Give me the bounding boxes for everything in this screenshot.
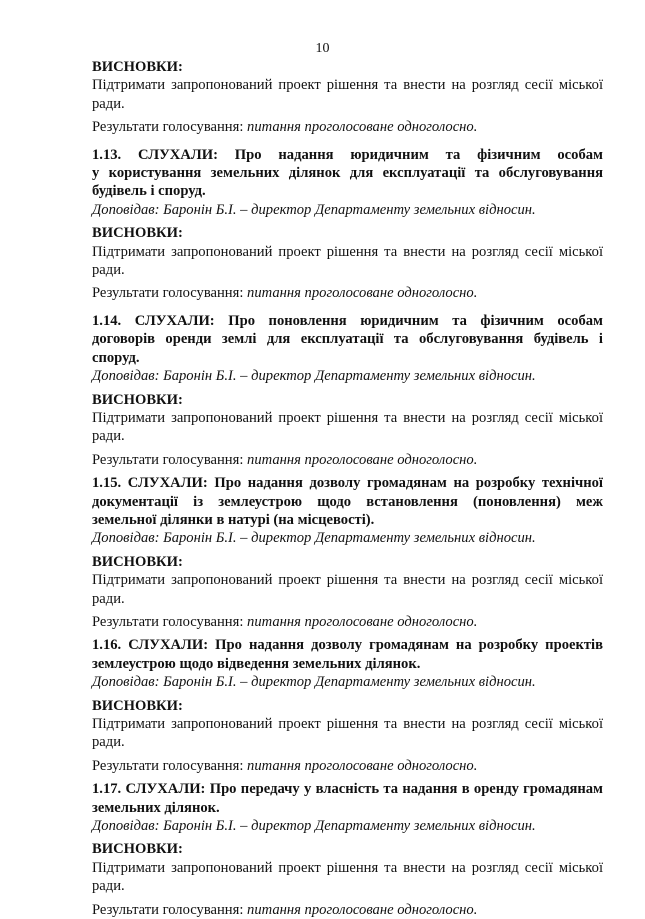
voting-result-label: Результати голосування: <box>92 119 248 136</box>
voting-result-label: Результати голосування: <box>92 451 248 468</box>
speaker-line: Доповідав: Баронін Б.І. – директор Департаменту земельних відносин. <box>92 674 536 691</box>
item-heading: земельних ділянок. <box>92 799 220 816</box>
speaker-line: Доповідав: Баронін Б.І. – директор Департаменту земельних відносин. <box>92 530 536 547</box>
voting-result <box>92 451 603 469</box>
conclusion-text: ради. <box>92 262 125 279</box>
voting-result-value: питання проголосоване одноголосно. <box>247 451 478 468</box>
conclusion-text: Підтримати запропонований проект рішення та внести на розгляд сесії міської <box>92 409 603 426</box>
voting-result-value: питання проголосоване одноголосно. <box>247 613 478 630</box>
conclusion-text: ради. <box>92 95 125 112</box>
voting-result-value: питання проголосоване одноголосно. <box>247 285 478 302</box>
item-heading: земельної ділянки в натурі (на місцевості). <box>92 511 375 528</box>
document-body <box>92 58 603 919</box>
voting-result <box>92 118 603 136</box>
speaker-line: Доповідав: Баронін Б.І. – директор Департаменту земельних відносин. <box>92 368 536 385</box>
conclusions-heading: ВИСНОВКИ: <box>92 391 183 408</box>
item-heading: документації із землеустрою щодо встановлення (поновлення) меж <box>92 493 603 510</box>
conclusions-heading: ВИСНОВКИ: <box>92 225 183 242</box>
item-heading: 1.14. СЛУХАЛИ: Про поновлення юридичним та фізичним особам <box>92 312 603 329</box>
conclusion-text: Підтримати запропонований проект рішення та внести на розгляд сесії міської <box>92 243 603 260</box>
conclusions-block <box>92 58 603 137</box>
conclusion-text: Підтримати запропонований проект рішення та внести на розгляд сесії міської <box>92 859 603 876</box>
voting-result-value: питання проголосоване одноголосно. <box>247 901 478 918</box>
voting-result <box>92 613 603 631</box>
voting-result-value: питання проголосоване одноголосно. <box>247 757 478 774</box>
agenda-item <box>92 636 603 775</box>
agenda-item <box>92 780 603 919</box>
item-heading: 1.15. СЛУХАЛИ: Про надання дозволу громадянам на розробку технічної <box>92 475 603 492</box>
conclusions-heading: ВИСНОВКИ: <box>92 59 183 75</box>
item-heading: 1.13. СЛУХАЛИ: Про надання юридичним та фізичним особам <box>92 146 603 163</box>
voting-result <box>92 901 603 919</box>
conclusion-text: Підтримати запропонований проект рішення та внести на розгляд сесії міської <box>92 572 603 589</box>
page-number: 10 <box>315 41 330 56</box>
item-heading: договорів оренди землі для експлуатації та обслуговування будівель і <box>92 331 603 348</box>
conclusions-heading: ВИСНОВКИ: <box>92 697 183 714</box>
voting-result-label: Результати голосування: <box>92 757 248 774</box>
conclusions-heading: ВИСНОВКИ: <box>92 553 183 570</box>
item-heading: у користування земельних ділянок для експлуатації та обслуговування <box>92 165 603 182</box>
conclusion-text: Підтримати запропонований проект рішення та внести на розгляд сесії міської <box>92 77 603 94</box>
item-heading: землеустрою щодо відведення земельних ділянок. <box>92 655 421 672</box>
conclusion-text: ради. <box>92 590 125 607</box>
voting-result-label: Результати голосування: <box>92 285 248 302</box>
voting-result <box>92 757 603 775</box>
voting-result <box>92 284 603 302</box>
conclusion-text: Підтримати запропонований проект рішення та внести на розгляд сесії міської <box>92 716 603 732</box>
voting-result-label: Результати голосування: <box>92 613 248 630</box>
agenda-item <box>92 312 603 469</box>
item-heading: 1.16. СЛУХАЛИ: Про надання дозволу громадянам на розробку проектів <box>92 637 603 654</box>
item-heading: споруд. <box>92 349 140 366</box>
voting-result-value: питання проголосоване одноголосно. <box>247 119 478 136</box>
agenda-item <box>92 146 603 303</box>
item-heading: 1.17. СЛУХАЛИ: Про передачу у власність та надання в оренду громадянам <box>92 781 603 798</box>
speaker-line: Доповідав: Баронін Б.І. – директор Департаменту земельних відносин. <box>92 201 536 218</box>
conclusion-text: ради. <box>92 878 125 895</box>
conclusions-heading: ВИСНОВКИ: <box>92 841 183 858</box>
agenda-item <box>92 474 603 631</box>
conclusion-text: ради. <box>92 734 125 751</box>
voting-result-label: Результати голосування: <box>92 901 248 918</box>
conclusion-text: ради. <box>92 428 125 445</box>
speaker-line: Доповідав: Баронін Б.І. – директор Департаменту земельних відносин. <box>92 818 536 835</box>
item-heading: будівель і споруд. <box>92 183 206 200</box>
